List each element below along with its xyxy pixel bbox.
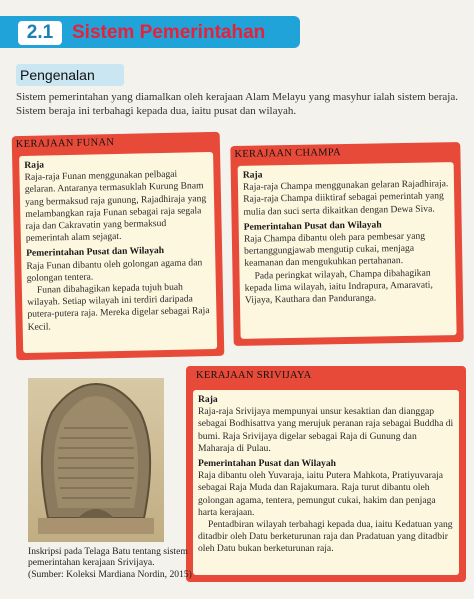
section-number: 2.1 <box>18 21 62 45</box>
figure-source: (Sumber: Koleksi Mardiana Nordin, 2015) <box>28 568 192 580</box>
srivijaya-content <box>193 390 459 575</box>
srivijaya-pusat-text-2: Pentadbiran wilayah terbahagi kepada dua, iaitu Kedatuan yang ditadbir oleh Datu berketurunan raja dan Pradatuan yang ditadbir oleh Datu bukan berketurunan raja. <box>198 519 453 555</box>
champa-pusat-text-1: Raja Champa dibantu oleh para pembesar yang bertanggungjawab mengutip cukai, menjaga keamanan dan mengukuhkan pertahanan. <box>243 230 426 270</box>
funan-content <box>19 152 217 353</box>
srivijaya-pusat-text-1: Raja dibantu oleh Yuvaraja, iaitu Putera Mahkota, Pratiyuvaraja sebagai Raja Muda dan Rajakumara. Raja turut dibantu oleh golongan agama, tentera, pemungut cukai, hakim dan penjaga harta kerajaan. <box>198 470 444 518</box>
funan-pusat-text-1: Raja Funan dibantu oleh golongan agama dan golongan tentera. <box>26 256 203 284</box>
funan-raja-text: Raja-raja Funan menggunakan pelbagai gelaran. Antaranya termasuklah Kurung Bnam yang bermaksud raja gunung, Rajadhiraja yang melambangkan raja Funan sebagai raja segala raja dan Cakravatin yang bermaksud pemerintah alam sejagat. <box>24 168 207 245</box>
funan-card <box>12 132 225 360</box>
inscription-stone-image <box>28 378 164 542</box>
srivijaya-raja-text: Raja-raja Srivijaya mempunyai unsur kesaktian dan dianggap sebagai Bodhisattva yang merujuk peranan raja sebagai Buddha di bumi. Raja Srivijaya digelar sebagai Raja di Gunung dan Maharaja di Pulau. <box>198 406 454 454</box>
section-title: Sistem Pemerintahan <box>72 22 266 43</box>
champa-pusat-text-2: Pada peringkat wilayah, Champa dibahagikan kepada lima wilayah, iaitu Indrapura, Amaravati, Vijaya, Kauthara dan Panduranga. <box>244 267 433 306</box>
funan-pusat-text-2: Funan dibahagikan kepada tujuh buah wilayah. Setiap wilayah ini terdiri daripada putera-putera raja. Mereka digelar sebagai Raja Kecil. <box>27 281 210 333</box>
figure-caption-text: Inskripsi pada Telaga Batu tentang sistem pemerintahan kerajaan Srivijaya. <box>28 546 188 569</box>
funan-pusat-heading: Pemerintahan Pusat dan Wilayah <box>26 245 165 260</box>
figure-caption <box>28 546 194 580</box>
intro-paragraph: Sistem pemerintahan yang diamalkan oleh kerajaan Alam Melayu yang masyhur ialah sistem beraja. Sistem beraja ini terbahagi kepada dua, iaitu pusat dan wilayah. <box>16 91 458 117</box>
funan-label: KERAJAAN FUNAN <box>15 137 115 151</box>
srivijaya-pusat-heading: Pemerintahan Pusat dan Wilayah <box>198 458 336 470</box>
champa-content <box>238 162 457 339</box>
champa-label: KERAJAAN CHAMPA <box>234 147 342 160</box>
srivijaya-label: KERAJAAN SRIVIJAYA <box>196 370 312 381</box>
champa-card <box>230 142 463 346</box>
champa-raja-heading: Raja <box>242 169 263 181</box>
srivijaya-raja-heading: Raja <box>198 394 218 405</box>
srivijaya-card <box>186 366 466 582</box>
telaga-batu-photo <box>28 378 164 542</box>
funan-raja-heading: Raja <box>24 159 45 171</box>
champa-pusat-heading: Pemerintahan Pusat dan Wilayah <box>243 219 382 233</box>
subsection-title: Pengenalan <box>16 64 124 86</box>
champa-raja-text: Raja-raja Champa menggunakan gelaran Rajadhiraja. Raja-raja Champa diiktiraf sebagai pemerintah yang mulia dan suci serta dikaitkan dengan Dewa Siva. <box>242 178 449 218</box>
